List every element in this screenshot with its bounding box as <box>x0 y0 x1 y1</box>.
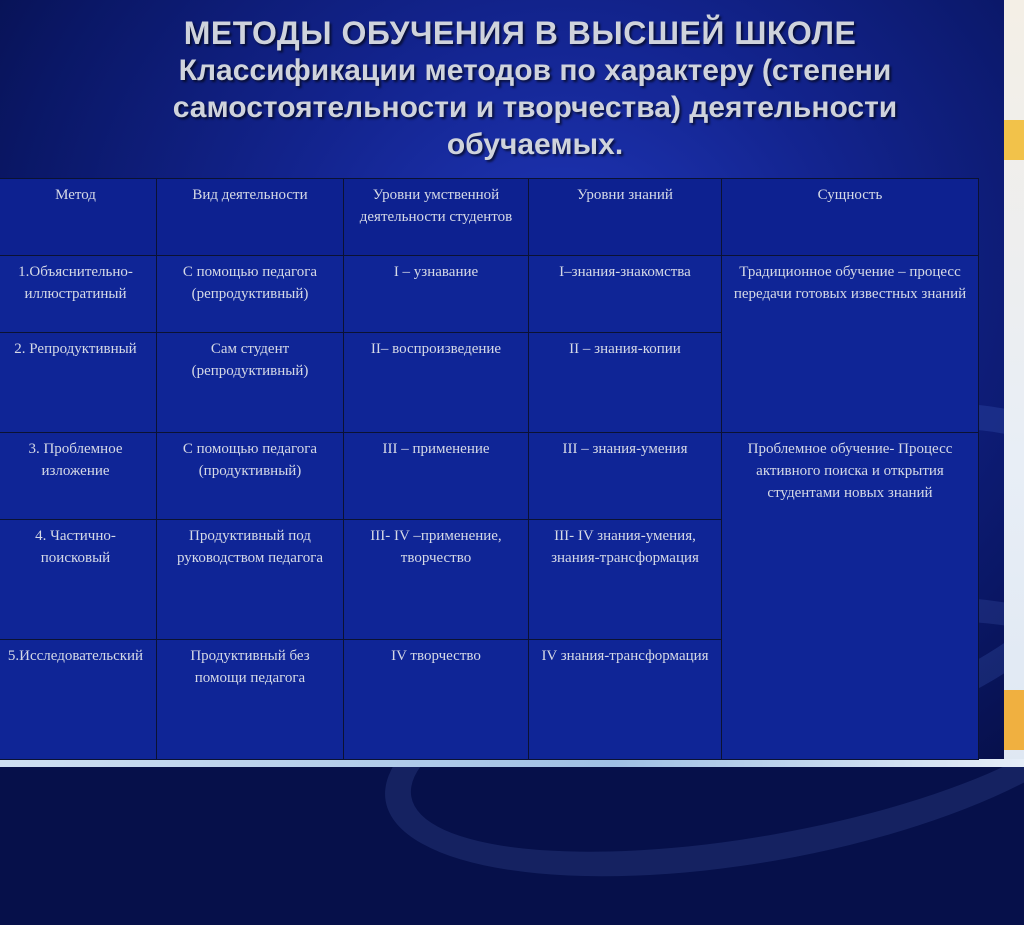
table-row <box>0 433 979 519</box>
cell-knowledge-level: IV знания-трансформация <box>529 639 722 759</box>
header-cell: Метод <box>0 179 157 256</box>
cell-mental-level: IV творчество <box>344 639 529 759</box>
cell-method: 4. Частично-поисковый <box>0 519 157 639</box>
slide-title <box>0 14 1024 163</box>
cell-mental-level: III – применение <box>344 433 529 519</box>
cell-method: 1.Объяснительно-иллюстратиный <box>0 256 157 333</box>
cell-activity: Продуктивный под руководством педагога <box>157 519 344 639</box>
cell-knowledge-level: III- IV знания-умения, знания-трансформация <box>529 519 722 639</box>
table-row <box>0 256 979 333</box>
cell-activity: С помощью педагога (репродуктивный) <box>157 256 344 333</box>
right-edge-accent <box>1004 690 1024 750</box>
cell-activity: Продуктивный без помощи педагога <box>157 639 344 759</box>
cell-knowledge-level: III – знания-умения <box>529 433 722 519</box>
cell-activity: Сам студент (репродуктивный) <box>157 333 344 433</box>
cell-method: 2. Репродуктивный <box>0 333 157 433</box>
cell-method: 3. Проблемное изложение <box>0 433 157 519</box>
table-header-row <box>0 179 979 256</box>
cell-mental-level: II– воспроизведение <box>344 333 529 433</box>
header-cell: Сущность <box>722 179 979 256</box>
cell-mental-level: III- IV –применение, творчество <box>344 519 529 639</box>
title-main: МЕТОДЫ ОБУЧЕНИЯ В ВЫСШЕЙ ШКОЛЕ <box>183 15 857 51</box>
cell-activity: С помощью педагога (продуктивный) <box>157 433 344 519</box>
methods-table <box>0 178 979 760</box>
cell-knowledge-level: II – знания-копии <box>529 333 722 433</box>
bottom-edge-strip <box>0 759 1024 767</box>
header-cell: Уровни знаний <box>529 179 722 256</box>
cell-knowledge-level: I–знания-знакомства <box>529 256 722 333</box>
header-cell: Уровни умственной деятельности студентов <box>344 179 529 256</box>
cell-essence: Традиционное обучение – процесс передачи готовых известных знаний <box>722 256 979 433</box>
header-cell: Вид деятельности <box>157 179 344 256</box>
cell-mental-level: I – узнавание <box>344 256 529 333</box>
cell-essence: Проблемное обучение- Процесс активного поиска и открытия студентами новых знаний <box>722 433 979 760</box>
cell-method: 5.Исследовательский <box>0 639 157 759</box>
title-subtitle: Классификации методов по характеру (степени самостоятельности и творчества) деятельности обучаемых. <box>172 54 898 161</box>
